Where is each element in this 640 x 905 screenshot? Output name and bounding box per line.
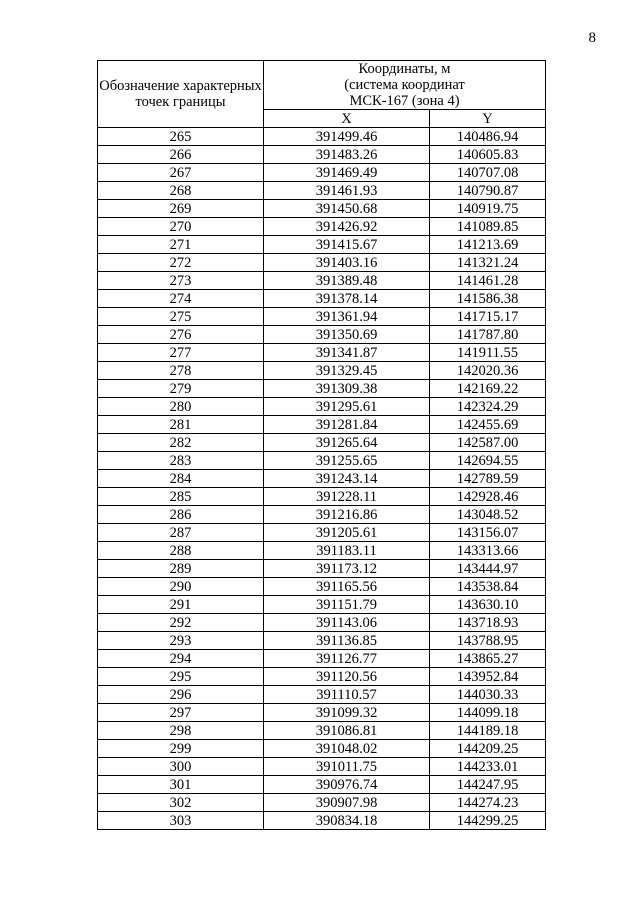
y-coordinate-cell: 142169.22 — [430, 380, 546, 398]
table-row — [98, 146, 546, 164]
table-row — [98, 470, 546, 488]
y-coordinate-cell: 142928.46 — [430, 488, 546, 506]
point-id-cell: 300 — [98, 758, 264, 776]
x-coordinate-cell: 391228.11 — [264, 488, 430, 506]
point-id-cell: 295 — [98, 668, 264, 686]
table-row — [98, 758, 546, 776]
table-row — [98, 182, 546, 200]
point-id-cell: 292 — [98, 614, 264, 632]
table-row — [98, 236, 546, 254]
point-id-cell: 281 — [98, 416, 264, 434]
y-coordinate-cell: 144099.18 — [430, 704, 546, 722]
y-coordinate-cell: 144209.25 — [430, 740, 546, 758]
y-coordinate-cell: 142789.59 — [430, 470, 546, 488]
table-row — [98, 326, 546, 344]
x-coordinate-cell: 391389.48 — [264, 272, 430, 290]
y-coordinate-cell: 141911.55 — [430, 344, 546, 362]
table-row — [98, 164, 546, 182]
coordinates-header-line1: Координаты, м — [358, 61, 451, 77]
y-column-header: Y — [430, 110, 546, 128]
point-id-cell: 269 — [98, 200, 264, 218]
point-id-cell: 303 — [98, 812, 264, 830]
table-row — [98, 614, 546, 632]
table-row — [98, 704, 546, 722]
table-row — [98, 650, 546, 668]
x-coordinate-cell: 391143.06 — [264, 614, 430, 632]
point-id-cell: 274 — [98, 290, 264, 308]
point-id-cell: 290 — [98, 578, 264, 596]
x-coordinate-cell: 391415.67 — [264, 236, 430, 254]
y-coordinate-cell: 143538.84 — [430, 578, 546, 596]
table-row — [98, 542, 546, 560]
point-id-cell: 289 — [98, 560, 264, 578]
y-coordinate-cell: 142694.55 — [430, 452, 546, 470]
x-coordinate-cell: 391255.65 — [264, 452, 430, 470]
x-coordinate-cell: 391461.93 — [264, 182, 430, 200]
point-id-cell: 298 — [98, 722, 264, 740]
table-row — [98, 254, 546, 272]
point-id-cell: 294 — [98, 650, 264, 668]
point-id-cell: 297 — [98, 704, 264, 722]
y-coordinate-cell: 143048.52 — [430, 506, 546, 524]
table-row — [98, 434, 546, 452]
table-row — [98, 722, 546, 740]
y-coordinate-cell: 143718.93 — [430, 614, 546, 632]
table-row — [98, 488, 546, 506]
coordinates-header — [264, 61, 546, 110]
x-coordinate-cell: 391281.84 — [264, 416, 430, 434]
y-coordinate-cell: 144030.33 — [430, 686, 546, 704]
table-row — [98, 596, 546, 614]
table-row — [98, 578, 546, 596]
y-coordinate-cell: 143630.10 — [430, 596, 546, 614]
table-row — [98, 272, 546, 290]
x-coordinate-cell: 391120.56 — [264, 668, 430, 686]
x-coordinate-cell: 391205.61 — [264, 524, 430, 542]
y-coordinate-cell: 143788.95 — [430, 632, 546, 650]
x-coordinate-cell: 391361.94 — [264, 308, 430, 326]
y-coordinate-cell: 141787.80 — [430, 326, 546, 344]
point-id-cell: 268 — [98, 182, 264, 200]
x-coordinate-cell: 391110.57 — [264, 686, 430, 704]
y-coordinate-cell: 142587.00 — [430, 434, 546, 452]
table-row — [98, 452, 546, 470]
x-coordinate-cell: 390834.18 — [264, 812, 430, 830]
y-coordinate-cell: 143156.07 — [430, 524, 546, 542]
table-row — [98, 380, 546, 398]
point-id-cell: 280 — [98, 398, 264, 416]
x-coordinate-cell: 391499.46 — [264, 128, 430, 146]
coordinates-header-line2: (система координат — [344, 77, 465, 93]
point-id-cell: 265 — [98, 128, 264, 146]
x-coordinate-cell: 391450.68 — [264, 200, 430, 218]
table-row — [98, 776, 546, 794]
table-row — [98, 218, 546, 236]
x-coordinate-cell: 390907.98 — [264, 794, 430, 812]
y-coordinate-cell: 143952.84 — [430, 668, 546, 686]
table-row — [98, 506, 546, 524]
point-id-cell: 271 — [98, 236, 264, 254]
coordinates-table — [97, 60, 546, 830]
y-coordinate-cell: 141715.17 — [430, 308, 546, 326]
x-coordinate-cell: 391086.81 — [264, 722, 430, 740]
table-row — [98, 812, 546, 830]
y-coordinate-cell: 140707.08 — [430, 164, 546, 182]
x-coordinate-cell: 391378.14 — [264, 290, 430, 308]
point-id-cell: 291 — [98, 596, 264, 614]
y-coordinate-cell: 141089.85 — [430, 218, 546, 236]
page-number: 8 — [588, 30, 596, 46]
table-row — [98, 362, 546, 380]
y-coordinate-cell: 143444.97 — [430, 560, 546, 578]
point-id-cell: 283 — [98, 452, 264, 470]
x-coordinate-cell: 391183.11 — [264, 542, 430, 560]
table-row — [98, 560, 546, 578]
x-coordinate-cell: 391126.77 — [264, 650, 430, 668]
point-column-header — [98, 61, 264, 128]
x-coordinate-cell: 391329.45 — [264, 362, 430, 380]
x-coordinate-cell: 391136.85 — [264, 632, 430, 650]
y-coordinate-cell: 141586.38 — [430, 290, 546, 308]
y-coordinate-cell: 143865.27 — [430, 650, 546, 668]
point-id-cell: 266 — [98, 146, 264, 164]
x-coordinate-cell: 391265.64 — [264, 434, 430, 452]
x-coordinate-cell: 391469.49 — [264, 164, 430, 182]
point-id-cell: 296 — [98, 686, 264, 704]
y-coordinate-cell: 142324.29 — [430, 398, 546, 416]
x-coordinate-cell: 391350.69 — [264, 326, 430, 344]
table-row — [98, 290, 546, 308]
table-row — [98, 632, 546, 650]
y-coordinate-cell: 140605.83 — [430, 146, 546, 164]
x-coordinate-cell: 391011.75 — [264, 758, 430, 776]
x-coordinate-cell: 391309.38 — [264, 380, 430, 398]
point-id-cell: 279 — [98, 380, 264, 398]
x-coordinate-cell: 391099.32 — [264, 704, 430, 722]
point-id-cell: 267 — [98, 164, 264, 182]
x-coordinate-cell: 391048.02 — [264, 740, 430, 758]
y-coordinate-cell: 142455.69 — [430, 416, 546, 434]
x-coordinate-cell: 391403.16 — [264, 254, 430, 272]
point-id-cell: 277 — [98, 344, 264, 362]
point-id-cell: 288 — [98, 542, 264, 560]
y-coordinate-cell: 144247.95 — [430, 776, 546, 794]
y-coordinate-cell: 140919.75 — [430, 200, 546, 218]
coordinates-header-line3: МСК-167 (зона 4) — [349, 93, 460, 109]
table-row — [98, 416, 546, 434]
point-id-cell: 270 — [98, 218, 264, 236]
table-row — [98, 128, 546, 146]
y-coordinate-cell: 141213.69 — [430, 236, 546, 254]
point-id-cell: 282 — [98, 434, 264, 452]
table-row — [98, 200, 546, 218]
point-id-cell: 287 — [98, 524, 264, 542]
coordinates-table-body — [98, 128, 546, 830]
table-row — [98, 686, 546, 704]
point-id-cell: 302 — [98, 794, 264, 812]
table-row — [98, 308, 546, 326]
point-id-cell: 293 — [98, 632, 264, 650]
x-coordinate-cell: 391243.14 — [264, 470, 430, 488]
y-coordinate-cell: 140790.87 — [430, 182, 546, 200]
x-coordinate-cell: 391295.61 — [264, 398, 430, 416]
point-id-cell: 299 — [98, 740, 264, 758]
point-id-cell: 272 — [98, 254, 264, 272]
point-id-cell: 276 — [98, 326, 264, 344]
x-coordinate-cell: 390976.74 — [264, 776, 430, 794]
point-id-cell: 275 — [98, 308, 264, 326]
table-row — [98, 740, 546, 758]
y-coordinate-cell: 140486.94 — [430, 128, 546, 146]
y-coordinate-cell: 141321.24 — [430, 254, 546, 272]
x-coordinate-cell: 391426.92 — [264, 218, 430, 236]
x-coordinate-cell: 391151.79 — [264, 596, 430, 614]
x-coordinate-cell: 391165.56 — [264, 578, 430, 596]
point-id-cell: 278 — [98, 362, 264, 380]
y-coordinate-cell: 143313.66 — [430, 542, 546, 560]
table-row — [98, 794, 546, 812]
y-coordinate-cell: 144233.01 — [430, 758, 546, 776]
x-coordinate-cell: 391483.26 — [264, 146, 430, 164]
table-row — [98, 524, 546, 542]
point-id-cell: 273 — [98, 272, 264, 290]
point-column-header-text: Обозначение характерных точек границы — [99, 78, 262, 110]
x-column-header: X — [264, 110, 430, 128]
point-id-cell: 285 — [98, 488, 264, 506]
y-coordinate-cell: 144189.18 — [430, 722, 546, 740]
x-coordinate-cell: 391216.86 — [264, 506, 430, 524]
y-coordinate-cell: 141461.28 — [430, 272, 546, 290]
point-id-cell: 301 — [98, 776, 264, 794]
x-coordinate-cell: 391341.87 — [264, 344, 430, 362]
point-id-cell: 284 — [98, 470, 264, 488]
y-coordinate-cell: 144274.23 — [430, 794, 546, 812]
point-id-cell: 286 — [98, 506, 264, 524]
x-coordinate-cell: 391173.12 — [264, 560, 430, 578]
table-row — [98, 668, 546, 686]
y-coordinate-cell: 144299.25 — [430, 812, 546, 830]
table-row — [98, 344, 546, 362]
table-row — [98, 398, 546, 416]
y-coordinate-cell: 142020.36 — [430, 362, 546, 380]
